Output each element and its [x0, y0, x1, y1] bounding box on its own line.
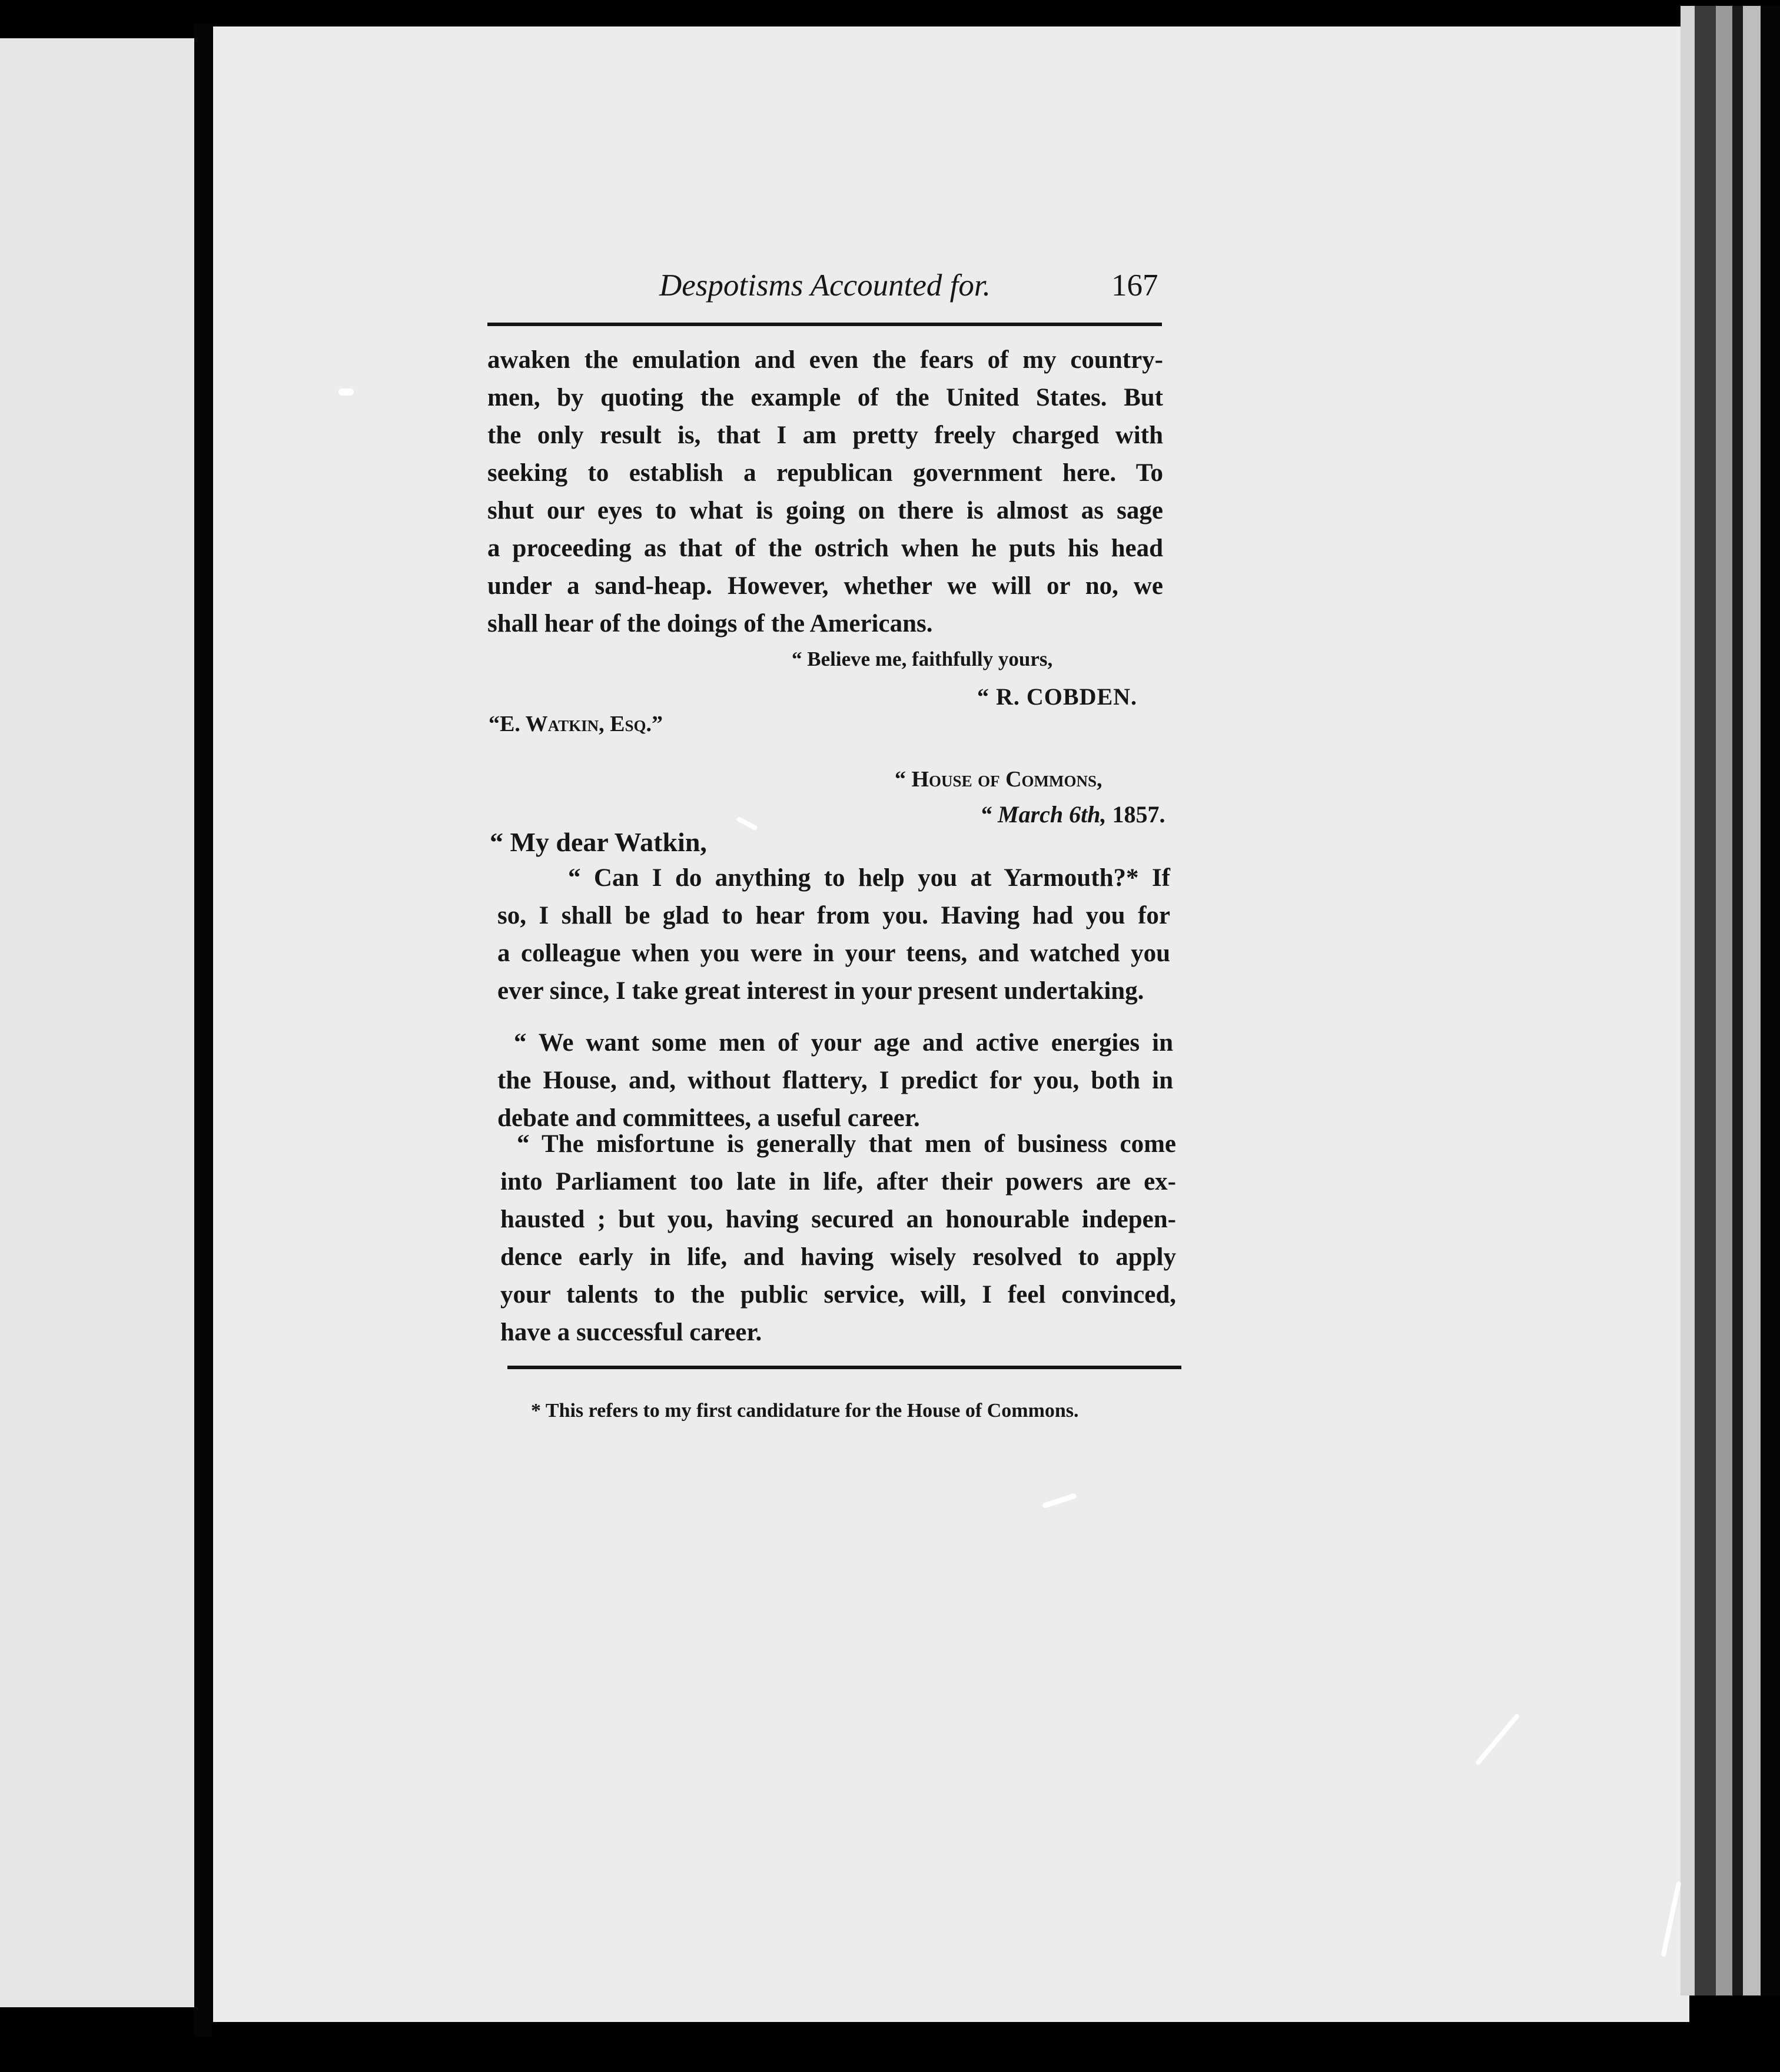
text-line: the only result is, that I am pretty freely charged with	[487, 421, 1163, 449]
page-number: 167	[1111, 268, 1158, 303]
left-page-edge	[0, 38, 200, 2007]
letter-addressee: “E. Watkin, Esq.”	[489, 712, 663, 736]
text-line: ever since, I take great interest in your present undertaking.	[497, 977, 1144, 1005]
text-line: “ Can I do anything to help you at Yarmouth?* If	[568, 864, 1170, 892]
running-head-title: Despotisms Accounted for.	[659, 268, 991, 303]
letter-salutation: “ My dear Watkin,	[490, 827, 707, 857]
letter-one-body	[487, 341, 1163, 643]
text-line: the House, and, without flattery, I predict for you, both in	[497, 1067, 1173, 1094]
text-line: “ We want some men of your age and active energies in	[514, 1029, 1173, 1057]
text-line: a colleague when you were in your teens, and watched you	[497, 939, 1170, 967]
letter-two-paragraph-2	[497, 1024, 1173, 1137]
page-edge-stack	[1732, 6, 1743, 1995]
text-line: shall hear of the doings of the Americans.	[487, 610, 933, 637]
text-line: “ The misfortune is generally that men of business come	[517, 1130, 1176, 1158]
page-edge-stack	[1716, 6, 1732, 1995]
letter-closing: “ Believe me, faithfully yours,	[792, 648, 1053, 670]
letter-two-paragraph-1	[497, 859, 1170, 1010]
letter-signature: “ R. COBDEN.	[977, 683, 1138, 710]
text-line: awaken the emulation and even the fears of my country-	[487, 346, 1163, 374]
header-rule	[487, 323, 1162, 326]
page-edge-stack	[1681, 6, 1695, 1995]
page-edge-stack	[1761, 6, 1780, 1995]
footnote-rule	[507, 1366, 1181, 1369]
text-line: under a sand-heap. However, whether we will or no, we	[487, 572, 1163, 600]
footnote: * This refers to my first candidature for the House of Commons.	[531, 1400, 1079, 1422]
letter-place: “ House of Commons,	[895, 767, 1102, 792]
letter-date-day: “ March 6th,	[980, 801, 1107, 828]
letter-date-year: 1857.	[1112, 801, 1165, 828]
text-line: shut our eyes to what is going on there is almost as sage	[487, 497, 1163, 524]
page-edge-stack	[1743, 6, 1761, 1995]
text-line: have a successful career.	[500, 1319, 762, 1346]
text-line: dence early in life, and having wisely resolved to apply	[500, 1243, 1176, 1271]
text-line: hausted ; but you, having secured an honourable indepen-	[500, 1206, 1176, 1233]
text-line: a proceeding as that of the ostrich when he puts his head	[487, 534, 1163, 562]
text-line: men, by quoting the example of the United States. But	[487, 384, 1163, 411]
text-line: so, I shall be glad to hear from you. Having had you for	[497, 902, 1170, 929]
book-spine-shadow	[194, 24, 212, 2037]
page-edge-stack	[1695, 6, 1716, 1995]
text-line: into Parliament too late in life, after their powers are ex-	[500, 1168, 1176, 1196]
text-line: your talents to the public service, will, I feel convinced,	[500, 1281, 1176, 1309]
text-line: seeking to establish a republican government here. To	[487, 459, 1163, 487]
letter-date	[980, 801, 1165, 828]
letter-two-paragraph-3	[500, 1125, 1176, 1352]
scan-blemish	[338, 388, 354, 396]
text-line: debate and committees, a useful career.	[497, 1104, 920, 1132]
